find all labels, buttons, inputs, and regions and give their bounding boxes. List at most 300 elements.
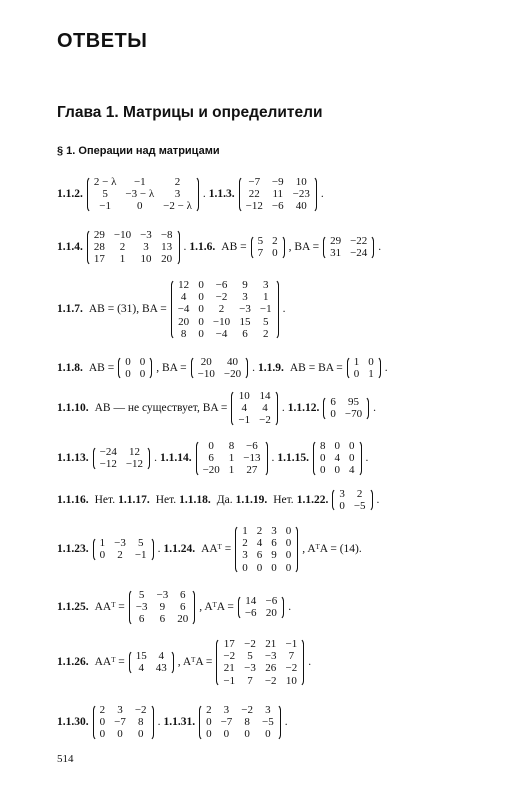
matrix-cell: 2 xyxy=(206,704,212,716)
answer-text: Да. xyxy=(216,493,233,506)
matrix xyxy=(231,390,277,427)
answer-line xyxy=(57,440,371,477)
answer-text: . xyxy=(271,451,275,464)
matrix-cell: 0 xyxy=(198,315,204,328)
matrix-cell: 0 xyxy=(198,303,204,316)
matrix-cell: −2 xyxy=(223,650,236,663)
matrix-cell: 31 xyxy=(330,247,342,260)
matrix-cell: −2 xyxy=(244,638,256,650)
matrix-cell: 22 xyxy=(248,188,260,201)
matrix-cell: −24 xyxy=(99,446,117,459)
matrix-cell: 2 xyxy=(117,549,123,562)
matrix xyxy=(251,235,285,259)
matrix-cell: −6 xyxy=(271,200,284,213)
matrix-cell: 0 xyxy=(198,327,204,340)
matrix-cell: 28 xyxy=(93,241,105,254)
answer-number: 1.1.18. xyxy=(179,493,211,506)
matrix-cell: 4 xyxy=(138,662,145,675)
answer-text: Нет. xyxy=(94,493,116,506)
matrix-cell: −10 xyxy=(197,368,215,381)
matrix-cell: 0 xyxy=(223,728,230,741)
answer-text: . xyxy=(282,303,286,315)
answer-text: , AᵀA = xyxy=(199,600,234,613)
matrix-cell: −2 − λ xyxy=(163,200,192,213)
matrix xyxy=(191,356,248,380)
matrix-cell: 1 xyxy=(228,452,235,465)
answer-text: . xyxy=(252,361,255,374)
matrix-cell: 2 xyxy=(99,704,106,716)
matrix xyxy=(313,440,362,477)
matrix-cell: 8 xyxy=(320,440,326,452)
matrix-cell: −2 xyxy=(241,704,253,716)
matrix-cell: 2 xyxy=(256,525,263,537)
answer-text: AAᵀ = xyxy=(94,600,125,613)
matrix-cell: −3 xyxy=(264,650,277,663)
answer-number: 1.1.31. xyxy=(163,715,196,728)
matrix-cell: 5 xyxy=(102,188,108,201)
right-parenthesis xyxy=(278,595,284,619)
matrix-cell: 1 xyxy=(228,464,235,477)
matrix xyxy=(235,525,298,574)
matrix-cell: 1 xyxy=(262,291,269,304)
matrix-cell: 2 xyxy=(272,235,278,248)
answer-text: . xyxy=(373,401,376,414)
right-parenthesis xyxy=(146,356,152,380)
answer-text: AB = xyxy=(221,240,247,253)
matrix-cell: 0 xyxy=(334,440,340,452)
matrix-cell: 0 xyxy=(139,356,146,368)
matrix xyxy=(196,440,268,477)
answer-number: 1.1.23. xyxy=(57,542,89,555)
answer-text: . xyxy=(288,600,292,613)
matrix-cell: −6 xyxy=(265,595,278,608)
answer-text: . xyxy=(376,493,380,506)
answer-number: 1.1.22. xyxy=(296,493,329,506)
matrix-cell: 1 xyxy=(353,356,360,368)
answer-text: , BA = xyxy=(288,240,320,253)
matrix xyxy=(347,356,381,380)
matrix-cell: 0 xyxy=(353,368,360,381)
matrix-cell: −1 xyxy=(223,674,236,687)
answer-number: 1.1.9. xyxy=(257,361,284,374)
matrix-cell: 27 xyxy=(246,464,258,477)
right-parenthesis xyxy=(311,176,317,213)
matrix-cell: 2 xyxy=(356,488,363,500)
matrix-cell: 5 xyxy=(138,589,145,601)
answer-number: 1.1.25. xyxy=(57,600,89,613)
matrix-cell: 6 xyxy=(271,537,277,550)
matrix-cell: 26 xyxy=(265,662,277,675)
matrix-cell: −20 xyxy=(223,368,242,381)
answer-text: . xyxy=(157,542,161,555)
answer-number: 1.1.24. xyxy=(163,542,196,555)
matrix-cell: 3 xyxy=(223,704,230,716)
matrix-cell: 0 xyxy=(339,500,345,513)
answer-line xyxy=(57,229,384,266)
matrix-cell: 4 xyxy=(241,402,248,415)
matrix-cell: 6 xyxy=(256,549,263,562)
answer-number: 1.1.4. xyxy=(57,240,83,253)
matrix-cell: 7 xyxy=(288,650,295,663)
matrix-cell: 20 xyxy=(161,253,173,266)
matrix-cell: 8 xyxy=(244,716,250,729)
matrix-cell: 4 xyxy=(180,291,187,304)
right-parenthesis xyxy=(272,390,278,427)
matrix-cell: −3 − λ xyxy=(125,188,155,201)
matrix-cell: −1 xyxy=(259,303,272,316)
matrix-cell: 10 xyxy=(238,390,250,402)
matrix-cell: 0 xyxy=(320,452,326,465)
matrix xyxy=(216,638,304,687)
matrix-cell: 2 xyxy=(218,303,225,316)
answer-line xyxy=(57,279,288,340)
matrix-cell: 3 xyxy=(265,704,271,716)
right-parenthesis xyxy=(298,638,304,687)
answer-text: . xyxy=(157,715,161,728)
matrix-cell: 5 xyxy=(262,315,269,328)
matrix-cell: −1 xyxy=(133,176,146,188)
matrix-cell: 5 xyxy=(257,235,264,248)
matrix-cell: 11 xyxy=(272,188,284,201)
matrix-cell: 6 xyxy=(330,396,336,409)
matrix-cell: 0 xyxy=(208,440,214,452)
answer-text: AAᵀ = xyxy=(94,655,125,668)
matrix-cell: 3 xyxy=(242,549,248,562)
matrix-cell: 4 xyxy=(334,452,340,465)
right-parenthesis xyxy=(148,704,154,741)
answer-line xyxy=(57,638,314,687)
matrix-cell: −1 xyxy=(285,638,298,650)
matrix xyxy=(87,229,180,266)
matrix-cell: −8 xyxy=(160,229,173,241)
matrix-cell: 6 xyxy=(242,327,248,340)
answer-line xyxy=(57,390,379,427)
matrix-cell: −7 xyxy=(220,716,233,729)
matrix-cell: −70 xyxy=(344,408,363,421)
right-parenthesis xyxy=(356,440,362,477)
matrix xyxy=(129,589,195,626)
matrix-cell: 6 xyxy=(159,613,166,626)
matrix-cell: 2 xyxy=(242,537,248,550)
matrix-cell: −2 xyxy=(285,662,298,675)
matrix-cell: 0 xyxy=(271,561,277,574)
answer-text: . xyxy=(378,240,382,253)
matrix xyxy=(238,595,284,619)
right-parenthesis xyxy=(363,396,369,420)
matrix-cell: 20 xyxy=(265,607,277,620)
matrix-cell: 0 xyxy=(349,452,355,465)
matrix-cell: 3 xyxy=(339,488,345,500)
matrix-cell: 4 xyxy=(158,650,165,663)
matrix-cell: 0 xyxy=(368,356,374,368)
answer-line xyxy=(57,704,291,741)
page-number: 514 xyxy=(57,753,74,765)
answer-text: AAᵀ = xyxy=(201,542,232,555)
matrix-cell: 6 xyxy=(179,601,186,614)
answer-text: . xyxy=(384,361,388,374)
matrix-cell: −3 xyxy=(244,662,256,675)
answer-text: AB = BA = xyxy=(289,361,343,374)
matrix xyxy=(323,235,374,259)
matrix-cell: −7 xyxy=(248,176,261,188)
matrix-cell: 0 xyxy=(125,356,131,368)
matrix-cell: 8 xyxy=(137,716,144,729)
right-parenthesis xyxy=(275,704,281,741)
matrix-cell: 4 xyxy=(256,537,263,550)
right-parenthesis xyxy=(367,488,373,512)
matrix-cell: 0 xyxy=(198,291,204,304)
matrix-cell: −4 xyxy=(215,327,228,340)
matrix-cell: 0 xyxy=(206,728,212,741)
matrix-cell: 0 xyxy=(334,464,340,477)
right-parenthesis xyxy=(148,537,154,561)
matrix-cell: 2 xyxy=(119,241,126,254)
matrix xyxy=(93,537,154,561)
answer-text: . xyxy=(281,401,285,414)
matrix-cell: 12 xyxy=(178,279,190,291)
answer-text: , AᵀA = xyxy=(177,655,213,668)
matrix-cell: −20 xyxy=(202,464,220,477)
matrix-cell: 14 xyxy=(245,595,257,608)
answer-number: 1.1.16. xyxy=(57,493,89,506)
matrix-cell: 0 xyxy=(206,716,212,729)
matrix-cell: −3 xyxy=(239,303,251,316)
matrix-cell: 8 xyxy=(228,440,235,452)
matrix-cell: 3 xyxy=(271,525,277,537)
matrix-cell: −2 xyxy=(134,704,147,716)
matrix xyxy=(129,650,174,674)
answer-number: 1.1.10. xyxy=(57,401,89,414)
matrix-cell: −5 xyxy=(262,716,274,729)
matrix-cell: 3 xyxy=(117,704,123,716)
right-parenthesis xyxy=(242,356,248,380)
matrix-cell: 14 xyxy=(259,390,271,402)
matrix-cell: 5 xyxy=(247,650,253,663)
matrix-cell: 0 xyxy=(117,728,123,741)
answer-number: 1.1.13. xyxy=(57,451,89,464)
answer-line xyxy=(57,176,327,213)
matrix-cell: 3 xyxy=(174,188,181,201)
matrix-cell: 9 xyxy=(271,549,277,562)
matrix-cell: 95 xyxy=(347,396,359,409)
matrix-cell: −7 xyxy=(114,716,126,729)
matrix-cell: 0 xyxy=(244,728,250,741)
matrix-cell: 0 xyxy=(137,200,143,213)
matrix-cell: 0 xyxy=(99,549,106,562)
answer-text: Нет. xyxy=(273,493,294,506)
matrix-cell: 2 xyxy=(174,176,181,188)
matrix-cell: 0 xyxy=(125,368,131,381)
answer-text: AB — не существует, BA = xyxy=(94,401,228,414)
right-parenthesis xyxy=(279,235,285,259)
answer-text: Нет. xyxy=(155,493,177,506)
matrix-cell: 0 xyxy=(330,408,336,421)
answer-text: . xyxy=(365,451,369,464)
answer-text: . xyxy=(183,240,187,253)
right-parenthesis xyxy=(174,229,180,266)
matrix-cell: 9 xyxy=(159,601,166,614)
section-heading: § 1. Операции над матрицами xyxy=(57,145,220,157)
matrix-cell: 15 xyxy=(135,650,147,663)
answer-text: . xyxy=(284,715,288,728)
matrix-cell: 9 xyxy=(242,279,248,291)
matrix-cell: −6 xyxy=(215,279,228,291)
matrix-cell: 0 xyxy=(272,247,278,260)
answer-number: 1.1.30. xyxy=(57,715,89,728)
matrix-cell: 6 xyxy=(208,452,214,465)
matrix-cell: −2 xyxy=(259,414,271,427)
matrix-cell: −3 xyxy=(156,589,169,601)
right-parenthesis xyxy=(375,356,381,380)
matrix-cell: −6 xyxy=(246,440,258,452)
matrix-cell: 3 xyxy=(242,291,248,304)
answer-number: 1.1.8. xyxy=(57,361,83,374)
matrix-cell: 17 xyxy=(93,253,105,266)
answer-line xyxy=(57,589,294,626)
matrix-cell: 0 xyxy=(265,728,271,741)
matrix xyxy=(239,176,317,213)
matrix-cell: −1 xyxy=(99,200,111,213)
matrix-cell: −3 xyxy=(114,537,126,550)
matrix-cell: −13 xyxy=(243,452,261,465)
matrix-cell: −3 xyxy=(140,229,152,241)
matrix xyxy=(118,356,152,380)
answer-text: , BA = xyxy=(156,361,187,374)
page-title: ОТВЕТЫ xyxy=(57,30,148,52)
chapter-heading: Глава 1. Матрицы и определители xyxy=(57,104,323,121)
answer-number: 1.1.7. xyxy=(57,303,83,315)
matrix-cell: 7 xyxy=(257,247,264,260)
answer-text: . xyxy=(308,655,312,668)
answer-line xyxy=(57,525,365,574)
matrix-cell: 10 xyxy=(295,176,307,188)
matrix-cell: 10 xyxy=(140,253,152,266)
answer-number: 1.1.26. xyxy=(57,655,89,668)
matrix-cell: 0 xyxy=(242,561,248,574)
matrix xyxy=(171,279,279,340)
matrix-cell: −2 xyxy=(215,291,228,304)
matrix xyxy=(323,396,369,420)
answer-text: . xyxy=(320,187,324,200)
matrix-cell: −1 xyxy=(238,414,251,427)
answer-number: 1.1.12. xyxy=(287,401,320,414)
matrix-cell: 21 xyxy=(223,662,235,675)
matrix-cell: 29 xyxy=(330,235,342,248)
matrix-cell: 1 xyxy=(368,368,374,381)
right-parenthesis xyxy=(168,650,174,674)
matrix-cell: 0 xyxy=(99,716,106,729)
matrix-cell: 7 xyxy=(247,674,253,687)
matrix-cell: 2 − λ xyxy=(93,176,117,188)
matrix xyxy=(332,488,372,512)
matrix-cell: 21 xyxy=(265,638,277,650)
matrix-cell: −23 xyxy=(292,188,310,201)
matrix-cell: 0 xyxy=(285,537,292,550)
matrix-cell: 17 xyxy=(223,638,235,650)
matrix-cell: 15 xyxy=(239,315,251,328)
right-parenthesis xyxy=(193,176,199,213)
matrix-cell: 20 xyxy=(178,315,190,328)
matrix-cell: 2 xyxy=(262,327,269,340)
right-parenthesis xyxy=(292,525,298,574)
matrix-cell: −4 xyxy=(177,303,190,316)
answer-number: 1.1.2. xyxy=(57,187,83,200)
answer-number: 1.1.17. xyxy=(118,493,150,506)
right-parenthesis xyxy=(368,235,374,259)
matrix-cell: −5 xyxy=(353,500,366,513)
right-parenthesis xyxy=(262,440,268,477)
matrix-cell: 0 xyxy=(285,549,292,562)
right-parenthesis xyxy=(144,446,150,470)
matrix-cell: 0 xyxy=(99,728,106,741)
matrix-cell: 0 xyxy=(349,440,355,452)
matrix-cell: −2 xyxy=(264,674,277,687)
matrix-cell: 4 xyxy=(349,464,355,477)
answer-number: 1.1.19. xyxy=(235,493,268,506)
matrix-cell: 4 xyxy=(262,402,268,415)
matrix-cell: 29 xyxy=(93,229,105,241)
matrix-cell: 0 xyxy=(139,368,146,381)
matrix-cell: 0 xyxy=(137,728,144,741)
matrix-cell: 6 xyxy=(138,613,145,626)
matrix-cell: 20 xyxy=(177,613,189,626)
matrix-cell: 1 xyxy=(242,525,248,537)
matrix-cell: −12 xyxy=(245,200,263,213)
answer-text: . xyxy=(154,451,157,464)
matrix xyxy=(199,704,281,741)
matrix-cell: 3 xyxy=(143,241,149,254)
matrix xyxy=(93,704,154,741)
right-parenthesis xyxy=(189,589,195,626)
right-parenthesis xyxy=(273,279,279,340)
matrix xyxy=(93,446,150,470)
matrix-cell: 0 xyxy=(285,525,292,537)
matrix-cell: 3 xyxy=(262,279,269,291)
matrix-cell: −1 xyxy=(134,549,147,562)
matrix-cell: 40 xyxy=(295,200,307,213)
matrix-cell: −12 xyxy=(125,458,144,471)
answer-text: AB = xyxy=(88,361,115,374)
matrix-cell: 10 xyxy=(285,674,297,687)
answer-text: , AᵀA = (14). xyxy=(302,542,362,555)
matrix-cell: 43 xyxy=(155,662,167,675)
answer-number: 1.1.15. xyxy=(277,451,309,464)
matrix-cell: 5 xyxy=(137,537,144,550)
matrix-cell: −10 xyxy=(212,315,231,328)
matrix-cell: 0 xyxy=(320,464,326,477)
matrix xyxy=(87,176,199,213)
matrix-cell: 0 xyxy=(285,561,292,574)
answer-number: 1.1.6. xyxy=(189,240,216,253)
matrix-cell: −6 xyxy=(244,607,257,620)
matrix-cell: 12 xyxy=(128,446,140,459)
matrix-cell: −9 xyxy=(271,176,284,188)
answer-number: 1.1.14. xyxy=(159,451,192,464)
matrix-cell: −24 xyxy=(350,247,368,260)
matrix-cell: −10 xyxy=(113,229,132,241)
matrix-cell: 1 xyxy=(99,537,106,550)
matrix-cell: 20 xyxy=(200,356,212,368)
matrix-cell: 8 xyxy=(180,327,187,340)
matrix-cell: −3 xyxy=(135,601,148,614)
matrix-cell: 0 xyxy=(198,279,204,291)
answer-text: . xyxy=(202,187,206,200)
matrix-cell: 6 xyxy=(179,589,186,601)
matrix-cell: −22 xyxy=(350,235,368,248)
answer-line xyxy=(57,488,382,512)
matrix-cell: −12 xyxy=(99,458,117,471)
answer-text: AB = (31), BA = xyxy=(88,303,167,315)
